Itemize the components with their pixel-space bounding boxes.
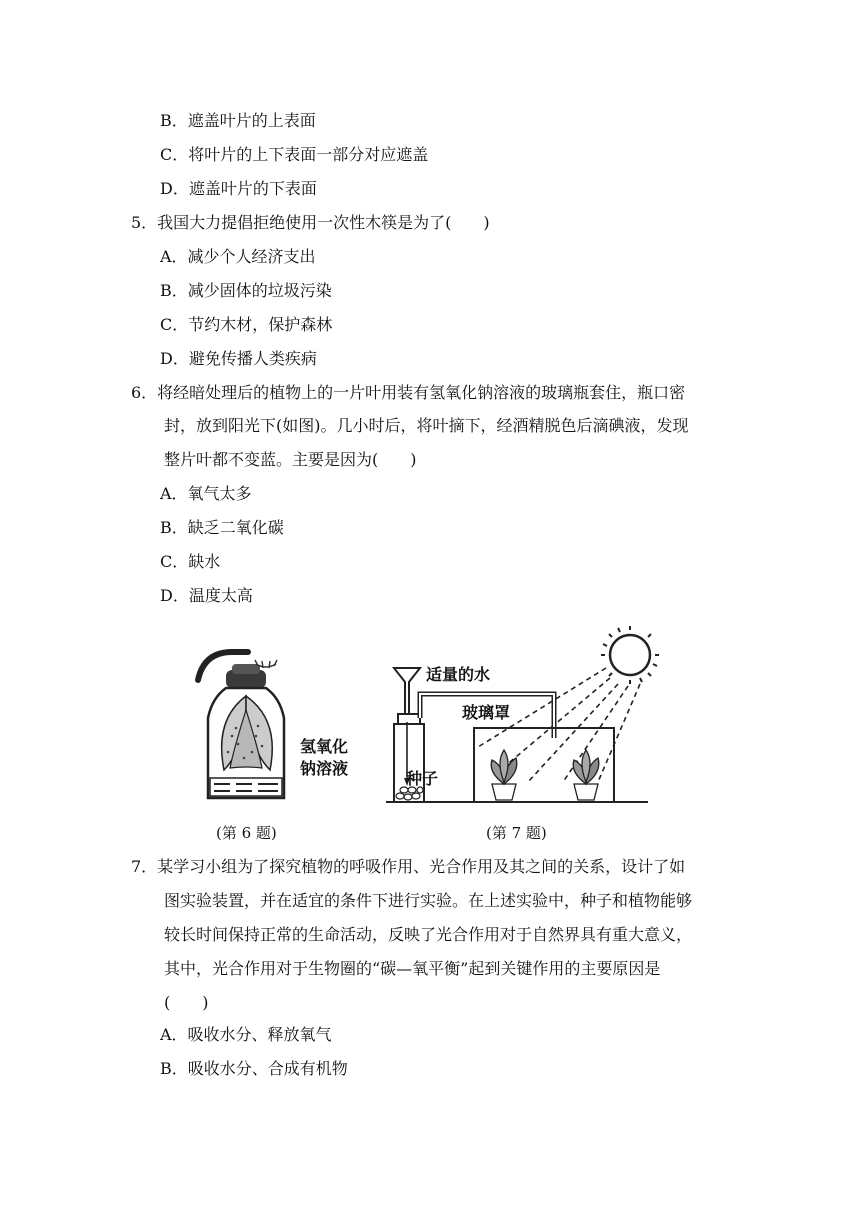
fig6-label-naoh-1: 氢氧化: [300, 737, 349, 756]
fig7-caption: (第 7 题): [486, 824, 547, 842]
q7-stem-line-2: 图实验装置，并在适宜的条件下进行实验。在上述实验中，种子和植物能够: [164, 891, 693, 910]
q6-option-c: C．缺水: [160, 552, 221, 571]
q4-option-d: D．遮盖叶片的下表面: [160, 179, 317, 198]
q6-option-b: B．缺乏二氧化碳: [160, 518, 284, 537]
q5-option-d: D．避免传播人类疾病: [160, 349, 317, 368]
q7-option-b: B．吸收水分、合成有机物: [160, 1059, 348, 1078]
fig6-caption: (第 6 题): [216, 824, 277, 842]
q7-stem-line-4: 其中，光合作用对于生物圈的“碳—氧平衡”起到关键作用的主要原因是: [164, 959, 661, 978]
fig6-bottle-diagram: [190, 640, 370, 815]
q7-option-a: A．吸收水分、释放氧气: [160, 1025, 332, 1044]
q5-stem: 5．我国大力提倡拒绝使用一次性木筷是为了( ): [131, 213, 490, 232]
fig7-apparatus-diagram: [378, 622, 678, 812]
fig7-label-seed: 种子: [406, 769, 439, 788]
q7-stem-line-5: ( ): [164, 993, 209, 1012]
q6-stem-line-2: 封，放到阳光下(如图)。几小时后，将叶摘下，经酒精脱色后滴碘液，发现: [164, 416, 689, 435]
q4-option-c: C．将叶片的上下表面一部分对应遮盖: [160, 145, 429, 164]
q6-option-a: A．氧气太多: [160, 484, 252, 503]
q5-option-b: B．减少固体的垃圾污染: [160, 281, 332, 300]
q7-stem-line-1: 7．某学习小组为了探究植物的呼吸作用、光合作用及其之间的关系，设计了如: [131, 857, 686, 876]
q4-option-b: B．遮盖叶片的上表面: [160, 111, 316, 130]
q6-stem-line-1: 6．将经暗处理后的植物上的一片叶用装有氢氧化钠溶液的玻璃瓶套住，瓶口密: [131, 383, 686, 402]
q6-stem-line-3: 整片叶都不变蓝。主要是因为( ): [164, 450, 417, 469]
fig7-label-glass: 玻璃罩: [462, 703, 511, 722]
fig7-label-water: 适量的水: [426, 665, 491, 684]
q6-option-d: D．温度太高: [160, 586, 253, 605]
q7-stem-line-3: 较长时间保持正常的生命活动，反映了光合作用对于自然界具有重大意义，: [164, 925, 693, 944]
q5-option-a: A．减少个人经济支出: [160, 247, 316, 266]
fig6-label-naoh-2: 钠溶液: [300, 759, 349, 778]
q5-option-c: C．节约木材，保护森林: [160, 315, 333, 334]
